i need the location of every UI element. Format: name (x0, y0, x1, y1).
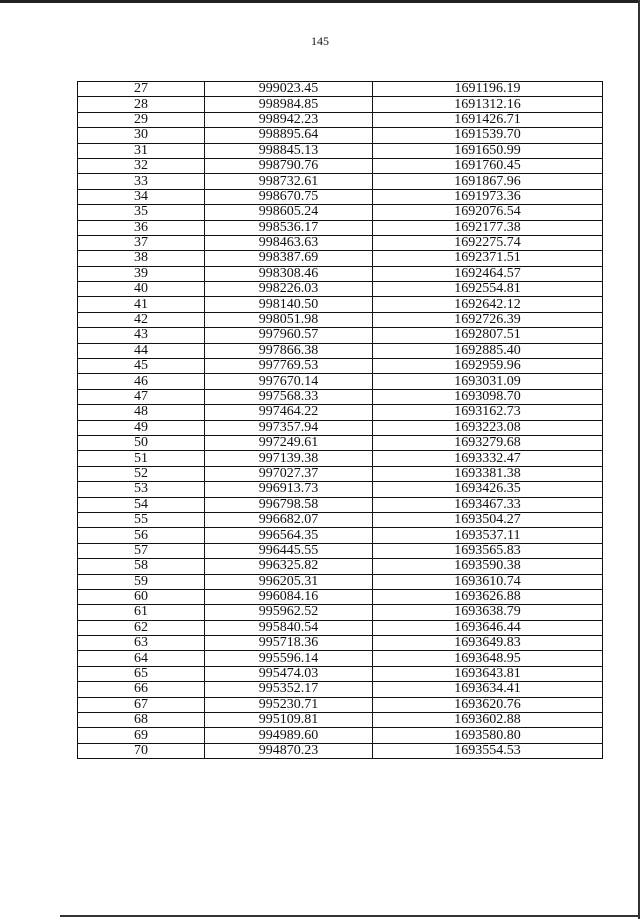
point-number-cell: 57 (78, 543, 205, 558)
x-coordinate-cell: 996084.16 (205, 589, 373, 604)
table-row (78, 82, 603, 97)
point-number-cell: 46 (78, 374, 205, 389)
point-number-cell: 53 (78, 482, 205, 497)
y-coordinate-cell: 1693332.47 (373, 451, 603, 466)
table-row (78, 574, 603, 589)
point-number-cell: 40 (78, 282, 205, 297)
table-row (78, 713, 603, 728)
point-number-cell: 68 (78, 713, 205, 728)
y-coordinate-cell: 1691760.45 (373, 158, 603, 173)
y-coordinate-cell: 1692275.74 (373, 235, 603, 250)
y-coordinate-cell: 1693620.76 (373, 697, 603, 712)
table-row (78, 112, 603, 127)
table-row (78, 297, 603, 312)
table-row (78, 435, 603, 450)
y-coordinate-cell: 1691973.36 (373, 189, 603, 204)
y-coordinate-cell: 1693648.95 (373, 651, 603, 666)
table-row (78, 682, 603, 697)
coordinates-table-body (78, 82, 603, 759)
point-number-cell: 58 (78, 559, 205, 574)
x-coordinate-cell: 998845.13 (205, 143, 373, 158)
point-number-cell: 31 (78, 143, 205, 158)
y-coordinate-cell: 1693504.27 (373, 512, 603, 527)
y-coordinate-cell: 1693610.74 (373, 574, 603, 589)
point-number-cell: 29 (78, 112, 205, 127)
point-number-cell: 32 (78, 158, 205, 173)
x-coordinate-cell: 997139.38 (205, 451, 373, 466)
point-number-cell: 47 (78, 389, 205, 404)
x-coordinate-cell: 995840.54 (205, 620, 373, 635)
x-coordinate-cell: 998536.17 (205, 220, 373, 235)
point-number-cell: 59 (78, 574, 205, 589)
x-coordinate-cell: 994870.23 (205, 743, 373, 758)
table-row (78, 205, 603, 220)
y-coordinate-cell: 1692371.51 (373, 251, 603, 266)
x-coordinate-cell: 998732.61 (205, 174, 373, 189)
point-number-cell: 62 (78, 620, 205, 635)
x-coordinate-cell: 996325.82 (205, 559, 373, 574)
x-coordinate-cell: 997769.53 (205, 359, 373, 374)
table-row (78, 235, 603, 250)
y-coordinate-cell: 1692076.54 (373, 205, 603, 220)
table-row (78, 666, 603, 681)
x-coordinate-cell: 998308.46 (205, 266, 373, 281)
table-row (78, 174, 603, 189)
x-coordinate-cell: 997568.33 (205, 389, 373, 404)
table-row (78, 697, 603, 712)
x-coordinate-cell: 996682.07 (205, 512, 373, 527)
point-number-cell: 27 (78, 82, 205, 97)
y-coordinate-cell: 1693565.83 (373, 543, 603, 558)
y-coordinate-cell: 1693554.53 (373, 743, 603, 758)
x-coordinate-cell: 998942.23 (205, 112, 373, 127)
x-coordinate-cell: 997670.14 (205, 374, 373, 389)
x-coordinate-cell: 997357.94 (205, 420, 373, 435)
x-coordinate-cell: 997027.37 (205, 466, 373, 481)
x-coordinate-cell: 997960.57 (205, 328, 373, 343)
point-number-cell: 28 (78, 97, 205, 112)
y-coordinate-cell: 1691650.99 (373, 143, 603, 158)
table-row (78, 651, 603, 666)
x-coordinate-cell: 998463.63 (205, 235, 373, 250)
point-number-cell: 54 (78, 497, 205, 512)
table-row (78, 497, 603, 512)
table-row (78, 343, 603, 358)
x-coordinate-cell: 998051.98 (205, 312, 373, 327)
table-row (78, 251, 603, 266)
table-row (78, 620, 603, 635)
point-number-cell: 64 (78, 651, 205, 666)
point-number-cell: 48 (78, 405, 205, 420)
y-coordinate-cell: 1693426.35 (373, 482, 603, 497)
y-coordinate-cell: 1693537.11 (373, 528, 603, 543)
y-coordinate-cell: 1692726.39 (373, 312, 603, 327)
x-coordinate-cell: 998140.50 (205, 297, 373, 312)
y-coordinate-cell: 1692642.12 (373, 297, 603, 312)
y-coordinate-cell: 1693590.38 (373, 559, 603, 574)
scan-edge-top (0, 0, 640, 3)
y-coordinate-cell: 1693580.80 (373, 728, 603, 743)
table-row (78, 328, 603, 343)
y-coordinate-cell: 1693162.73 (373, 405, 603, 420)
x-coordinate-cell: 998226.03 (205, 282, 373, 297)
point-number-cell: 49 (78, 420, 205, 435)
table-row (78, 312, 603, 327)
point-number-cell: 67 (78, 697, 205, 712)
point-number-cell: 66 (78, 682, 205, 697)
table-row (78, 636, 603, 651)
y-coordinate-cell: 1691539.70 (373, 128, 603, 143)
point-number-cell: 50 (78, 435, 205, 450)
table-row (78, 528, 603, 543)
point-number-cell: 65 (78, 666, 205, 681)
y-coordinate-cell: 1692464.57 (373, 266, 603, 281)
point-number-cell: 44 (78, 343, 205, 358)
point-number-cell: 70 (78, 743, 205, 758)
table-row (78, 420, 603, 435)
page-number: 145 (311, 34, 329, 48)
x-coordinate-cell: 998790.76 (205, 158, 373, 173)
table-row (78, 743, 603, 758)
point-number-cell: 55 (78, 512, 205, 527)
x-coordinate-cell: 998387.69 (205, 251, 373, 266)
point-number-cell: 56 (78, 528, 205, 543)
point-number-cell: 35 (78, 205, 205, 220)
table-row (78, 374, 603, 389)
x-coordinate-cell: 997866.38 (205, 343, 373, 358)
point-number-cell: 51 (78, 451, 205, 466)
point-number-cell: 61 (78, 605, 205, 620)
y-coordinate-cell: 1692959.96 (373, 359, 603, 374)
y-coordinate-cell: 1693643.81 (373, 666, 603, 681)
x-coordinate-cell: 996798.58 (205, 497, 373, 512)
table-row (78, 128, 603, 143)
table-row (78, 482, 603, 497)
point-number-cell: 43 (78, 328, 205, 343)
y-coordinate-cell: 1691426.71 (373, 112, 603, 127)
x-coordinate-cell: 998895.64 (205, 128, 373, 143)
x-coordinate-cell: 998984.85 (205, 97, 373, 112)
x-coordinate-cell: 994989.60 (205, 728, 373, 743)
y-coordinate-cell: 1693646.44 (373, 620, 603, 635)
x-coordinate-cell: 997464.22 (205, 405, 373, 420)
point-number-cell: 69 (78, 728, 205, 743)
table-row (78, 466, 603, 481)
y-coordinate-cell: 1693223.08 (373, 420, 603, 435)
table-row (78, 512, 603, 527)
x-coordinate-cell: 999023.45 (205, 82, 373, 97)
y-coordinate-cell: 1693279.68 (373, 435, 603, 450)
point-number-cell: 39 (78, 266, 205, 281)
point-number-cell: 52 (78, 466, 205, 481)
y-coordinate-cell: 1692554.81 (373, 282, 603, 297)
point-number-cell: 37 (78, 235, 205, 250)
y-coordinate-cell: 1691867.96 (373, 174, 603, 189)
point-number-cell: 38 (78, 251, 205, 266)
point-number-cell: 45 (78, 359, 205, 374)
table-row (78, 359, 603, 374)
y-coordinate-cell: 1691312.16 (373, 97, 603, 112)
y-coordinate-cell: 1692807.51 (373, 328, 603, 343)
x-coordinate-cell: 995596.14 (205, 651, 373, 666)
x-coordinate-cell: 998670.75 (205, 189, 373, 204)
x-coordinate-cell: 995230.71 (205, 697, 373, 712)
x-coordinate-cell: 996564.35 (205, 528, 373, 543)
table-row (78, 97, 603, 112)
table-row (78, 266, 603, 281)
table-row (78, 728, 603, 743)
coordinates-table (77, 81, 603, 759)
x-coordinate-cell: 995474.03 (205, 666, 373, 681)
y-coordinate-cell: 1693381.38 (373, 466, 603, 481)
point-number-cell: 63 (78, 636, 205, 651)
x-coordinate-cell: 996445.55 (205, 543, 373, 558)
table-row (78, 158, 603, 173)
x-coordinate-cell: 995109.81 (205, 713, 373, 728)
table-row (78, 389, 603, 404)
table-row (78, 451, 603, 466)
point-number-cell: 60 (78, 589, 205, 604)
y-coordinate-cell: 1693467.33 (373, 497, 603, 512)
y-coordinate-cell: 1693098.70 (373, 389, 603, 404)
x-coordinate-cell: 996205.31 (205, 574, 373, 589)
y-coordinate-cell: 1693634.41 (373, 682, 603, 697)
y-coordinate-cell: 1691196.19 (373, 82, 603, 97)
table-row (78, 220, 603, 235)
y-coordinate-cell: 1693602.88 (373, 713, 603, 728)
y-coordinate-cell: 1693626.88 (373, 589, 603, 604)
table-row (78, 282, 603, 297)
x-coordinate-cell: 996913.73 (205, 482, 373, 497)
table-row (78, 189, 603, 204)
point-number-cell: 34 (78, 189, 205, 204)
y-coordinate-cell: 1693031.09 (373, 374, 603, 389)
table-row (78, 543, 603, 558)
y-coordinate-cell: 1692885.40 (373, 343, 603, 358)
scan-edge-bottom (60, 915, 640, 917)
y-coordinate-cell: 1693649.83 (373, 636, 603, 651)
x-coordinate-cell: 995352.17 (205, 682, 373, 697)
x-coordinate-cell: 998605.24 (205, 205, 373, 220)
x-coordinate-cell: 995718.36 (205, 636, 373, 651)
point-number-cell: 30 (78, 128, 205, 143)
point-number-cell: 41 (78, 297, 205, 312)
table-row (78, 405, 603, 420)
y-coordinate-cell: 1693638.79 (373, 605, 603, 620)
x-coordinate-cell: 995962.52 (205, 605, 373, 620)
table-row (78, 589, 603, 604)
table-row (78, 143, 603, 158)
table-row (78, 605, 603, 620)
point-number-cell: 42 (78, 312, 205, 327)
y-coordinate-cell: 1692177.38 (373, 220, 603, 235)
table-row (78, 559, 603, 574)
x-coordinate-cell: 997249.61 (205, 435, 373, 450)
point-number-cell: 33 (78, 174, 205, 189)
point-number-cell: 36 (78, 220, 205, 235)
